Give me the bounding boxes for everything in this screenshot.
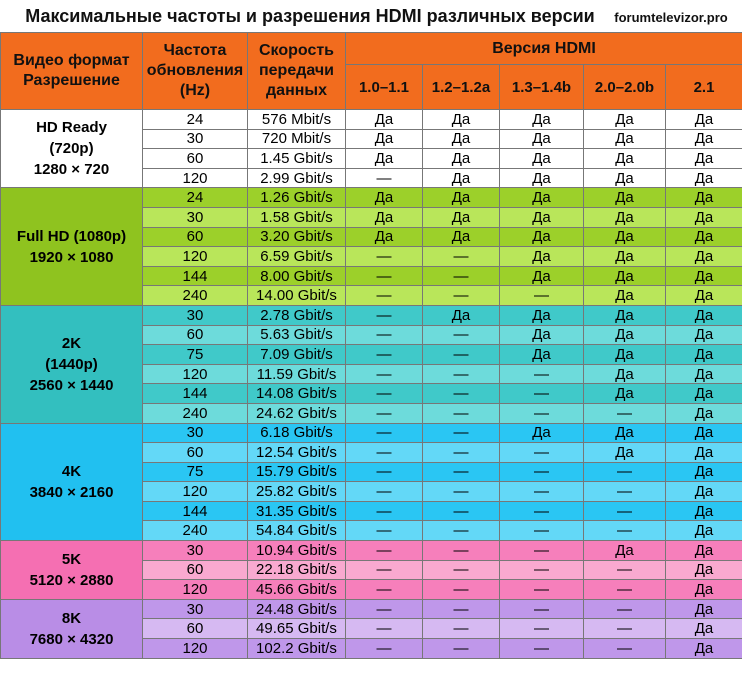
support-cell: Да (584, 129, 666, 149)
support-cell: Да (423, 129, 500, 149)
refresh-rate-cell: 120 (143, 639, 248, 659)
data-rate-cell: 6.59 Gbit/s (248, 247, 346, 267)
support-cell: — (346, 403, 423, 423)
support-cell: — (346, 443, 423, 463)
data-rate-cell: 54.84 Gbit/s (248, 521, 346, 541)
support-cell: — (423, 521, 500, 541)
data-rate-cell: 31.35 Gbit/s (248, 501, 346, 521)
data-rate-cell: 1.26 Gbit/s (248, 188, 346, 208)
refresh-rate-cell: 30 (143, 129, 248, 149)
resolution-label-line: (720p) (49, 140, 94, 158)
refresh-rate-cell: 30 (143, 207, 248, 227)
support-cell: — (346, 560, 423, 580)
header-version-1: 1.0–1.1 (346, 65, 423, 110)
data-rate-cell: 8.00 Gbit/s (248, 266, 346, 286)
header-speed-line1: Скорость (258, 42, 335, 59)
support-cell: Да (666, 443, 742, 463)
refresh-rate-cell: 120 (143, 247, 248, 267)
table-row (1, 188, 742, 208)
support-cell: — (346, 286, 423, 306)
support-cell: Да (584, 168, 666, 188)
resolution-label-line: 1920 × 1080 (29, 248, 114, 266)
refresh-rate-cell: 60 (143, 443, 248, 463)
support-cell: — (423, 325, 500, 345)
support-cell: Да (500, 168, 584, 188)
support-cell: Да (666, 266, 742, 286)
support-cell: — (346, 345, 423, 365)
hdmi-table (0, 32, 742, 659)
support-cell: — (346, 501, 423, 521)
data-rate-cell: 11.59 Gbit/s (248, 364, 346, 384)
data-rate-cell: 45.66 Gbit/s (248, 580, 346, 600)
refresh-rate-cell: 60 (143, 227, 248, 247)
data-rate-cell: 49.65 Gbit/s (248, 619, 346, 639)
data-rate-cell: 3.20 Gbit/s (248, 227, 346, 247)
support-cell: — (346, 266, 423, 286)
support-cell: — (500, 501, 584, 521)
header-format-line1: Видео формат (13, 52, 130, 69)
support-cell: Да (584, 247, 666, 267)
support-cell: Да (584, 110, 666, 130)
support-cell: — (423, 443, 500, 463)
support-cell: Да (346, 129, 423, 149)
resolution-label-line: (1440p) (45, 355, 98, 373)
resolution-label-5k (1, 541, 143, 600)
support-cell: — (584, 560, 666, 580)
support-cell: — (423, 501, 500, 521)
data-rate-cell: 1.58 Gbit/s (248, 207, 346, 227)
support-cell: Да (666, 247, 742, 267)
group-4k (1, 423, 742, 541)
support-cell: Да (423, 149, 500, 169)
support-cell: — (500, 619, 584, 639)
data-rate-cell: 14.08 Gbit/s (248, 384, 346, 404)
support-cell: Да (500, 227, 584, 247)
resolution-label-8k (1, 599, 143, 658)
support-cell: Да (666, 129, 742, 149)
support-cell: Да (584, 188, 666, 208)
support-cell: — (346, 462, 423, 482)
header-format-line2: Разрешение (23, 72, 120, 89)
support-cell: Да (584, 541, 666, 561)
refresh-rate-cell: 60 (143, 325, 248, 345)
support-cell: Да (500, 345, 584, 365)
support-cell: Да (666, 188, 742, 208)
support-cell: — (500, 462, 584, 482)
refresh-rate-cell: 120 (143, 580, 248, 600)
support-cell: — (346, 580, 423, 600)
support-cell: Да (584, 384, 666, 404)
support-cell: Да (666, 325, 742, 345)
header-version-2: 1.2–1.2a (423, 65, 500, 110)
refresh-rate-cell: 24 (143, 188, 248, 208)
support-cell: — (500, 580, 584, 600)
support-cell: — (423, 345, 500, 365)
header-frequency-line1: Частота (163, 42, 227, 59)
refresh-rate-cell: 240 (143, 286, 248, 306)
header-hdmi-version: Версия HDMI (346, 33, 742, 65)
resolution-label-line: 3840 × 2160 (29, 483, 114, 501)
refresh-rate-cell: 60 (143, 619, 248, 639)
support-cell: — (346, 364, 423, 384)
support-cell: Да (423, 110, 500, 130)
data-rate-cell: 1.45 Gbit/s (248, 149, 346, 169)
support-cell: Да (666, 286, 742, 306)
support-cell: — (346, 247, 423, 267)
support-cell: — (346, 168, 423, 188)
support-cell: — (584, 482, 666, 502)
support-cell: Да (666, 423, 742, 443)
support-cell: — (346, 384, 423, 404)
support-cell: — (500, 384, 584, 404)
resolution-label-line: 5K (61, 550, 82, 568)
support-cell: Да (584, 149, 666, 169)
support-cell: Да (666, 110, 742, 130)
header-frequency-line2: обновления (146, 62, 244, 79)
support-cell: Да (423, 305, 500, 325)
data-rate-cell: 6.18 Gbit/s (248, 423, 346, 443)
support-cell: — (500, 482, 584, 502)
support-cell: — (500, 364, 584, 384)
support-cell: — (346, 599, 423, 619)
support-cell: Да (500, 247, 584, 267)
resolution-label-line: 2K (61, 334, 82, 352)
support-cell: — (346, 639, 423, 659)
support-cell: Да (423, 188, 500, 208)
data-rate-cell: 576 Mbit/s (248, 110, 346, 130)
support-cell: — (346, 521, 423, 541)
data-rate-cell: 22.18 Gbit/s (248, 560, 346, 580)
support-cell: — (346, 482, 423, 502)
support-cell: — (500, 599, 584, 619)
support-cell: Да (346, 110, 423, 130)
support-cell: Да (346, 207, 423, 227)
support-cell: — (423, 560, 500, 580)
support-cell: Да (666, 168, 742, 188)
resolution-label-line: 7680 × 4320 (29, 630, 114, 648)
support-cell: Да (666, 501, 742, 521)
table-row (1, 305, 742, 325)
support-cell: Да (423, 227, 500, 247)
support-cell: Да (500, 110, 584, 130)
support-cell: — (346, 619, 423, 639)
support-cell: — (423, 639, 500, 659)
support-cell: Да (666, 462, 742, 482)
support-cell: Да (666, 599, 742, 619)
data-rate-cell: 102.2 Gbit/s (248, 639, 346, 659)
header-frequency (143, 33, 248, 110)
data-rate-cell: 2.78 Gbit/s (248, 305, 346, 325)
support-cell: — (584, 462, 666, 482)
support-cell: Да (500, 266, 584, 286)
support-cell: Да (584, 305, 666, 325)
support-cell: Да (666, 227, 742, 247)
support-cell: Да (500, 325, 584, 345)
support-cell: — (423, 541, 500, 561)
refresh-rate-cell: 75 (143, 462, 248, 482)
support-cell: Да (584, 266, 666, 286)
support-cell: — (423, 462, 500, 482)
support-cell: — (584, 580, 666, 600)
support-cell: Да (666, 541, 742, 561)
support-cell: — (423, 403, 500, 423)
group-2k (1, 305, 742, 423)
resolution-label-line: 1280 × 720 (33, 161, 110, 179)
header-version-5: 2.1 (666, 65, 742, 110)
resolution-label-2k (1, 305, 143, 423)
data-rate-cell: 24.48 Gbit/s (248, 599, 346, 619)
support-cell: — (423, 247, 500, 267)
data-rate-cell: 7.09 Gbit/s (248, 345, 346, 365)
support-cell: Да (666, 364, 742, 384)
support-cell: Да (666, 560, 742, 580)
data-rate-cell: 24.62 Gbit/s (248, 403, 346, 423)
refresh-rate-cell: 75 (143, 345, 248, 365)
resolution-label-hd (1, 110, 143, 188)
support-cell: — (423, 619, 500, 639)
support-cell: Да (500, 129, 584, 149)
support-cell: Да (666, 580, 742, 600)
support-cell: — (346, 305, 423, 325)
support-cell: Да (500, 207, 584, 227)
refresh-rate-cell: 144 (143, 501, 248, 521)
header-speed (248, 33, 346, 110)
header-format (1, 33, 143, 110)
support-cell: — (500, 541, 584, 561)
refresh-rate-cell: 30 (143, 305, 248, 325)
header-frequency-line3: (Hz) (179, 82, 211, 99)
header-speed-line2: передачи (258, 62, 334, 79)
support-cell: Да (584, 207, 666, 227)
support-cell: Да (584, 443, 666, 463)
table-row (1, 599, 742, 619)
support-cell: Да (666, 619, 742, 639)
support-cell: Да (666, 482, 742, 502)
refresh-rate-cell: 144 (143, 266, 248, 286)
refresh-rate-cell: 120 (143, 482, 248, 502)
table-row (1, 423, 742, 443)
support-cell: Да (666, 149, 742, 169)
support-cell: Да (666, 384, 742, 404)
table-row (1, 541, 742, 561)
support-cell: — (423, 364, 500, 384)
support-cell: — (500, 560, 584, 580)
refresh-rate-cell: 60 (143, 149, 248, 169)
support-cell: — (423, 384, 500, 404)
data-rate-cell: 720 Mbit/s (248, 129, 346, 149)
resolution-label-line: 8K (61, 609, 82, 627)
support-cell: Да (666, 305, 742, 325)
resolution-label-line: HD Ready (36, 119, 107, 137)
refresh-rate-cell: 240 (143, 403, 248, 423)
support-cell: Да (584, 286, 666, 306)
refresh-rate-cell: 120 (143, 168, 248, 188)
support-cell: Да (500, 149, 584, 169)
support-cell: Да (584, 345, 666, 365)
support-cell: — (500, 521, 584, 541)
support-cell: — (423, 580, 500, 600)
support-cell: — (346, 541, 423, 561)
resolution-label-line: 5120 × 2880 (29, 571, 114, 589)
support-cell: — (584, 619, 666, 639)
data-rate-cell: 14.00 Gbit/s (248, 286, 346, 306)
data-rate-cell: 25.82 Gbit/s (248, 482, 346, 502)
data-rate-cell: 10.94 Gbit/s (248, 541, 346, 561)
refresh-rate-cell: 30 (143, 423, 248, 443)
support-cell: Да (500, 305, 584, 325)
refresh-rate-cell: 60 (143, 560, 248, 580)
support-cell: Да (584, 423, 666, 443)
support-cell: — (500, 639, 584, 659)
support-cell: — (500, 403, 584, 423)
resolution-label-line: Full HD (1080p) (16, 227, 127, 245)
support-cell: — (500, 443, 584, 463)
data-rate-cell: 2.99 Gbit/s (248, 168, 346, 188)
group-hd (1, 110, 742, 188)
support-cell: — (423, 423, 500, 443)
refresh-rate-cell: 30 (143, 599, 248, 619)
support-cell: Да (666, 207, 742, 227)
resolution-label-4k (1, 423, 143, 541)
group-5k (1, 541, 742, 600)
refresh-rate-cell: 240 (143, 521, 248, 541)
support-cell: — (346, 325, 423, 345)
support-cell: Да (584, 227, 666, 247)
support-cell: — (584, 501, 666, 521)
refresh-rate-cell: 120 (143, 364, 248, 384)
group-fhd (1, 188, 742, 306)
support-cell: — (584, 521, 666, 541)
support-cell: — (584, 403, 666, 423)
resolution-label-line: 2560 × 1440 (29, 376, 114, 394)
table-row (1, 110, 742, 130)
header-version-3: 1.3–1.4b (500, 65, 584, 110)
support-cell: Да (584, 364, 666, 384)
page-title: Максимальные частоты и разрешения HDMI различных версии (25, 6, 595, 26)
support-cell: — (346, 423, 423, 443)
support-cell: — (584, 639, 666, 659)
support-cell: — (423, 482, 500, 502)
support-cell: Да (666, 403, 742, 423)
support-cell: Да (666, 521, 742, 541)
refresh-rate-cell: 30 (143, 541, 248, 561)
data-rate-cell: 15.79 Gbit/s (248, 462, 346, 482)
resolution-label-fhd (1, 188, 143, 306)
support-cell: — (423, 286, 500, 306)
group-8k (1, 599, 742, 658)
support-cell: — (584, 599, 666, 619)
support-cell: Да (423, 207, 500, 227)
refresh-rate-cell: 24 (143, 110, 248, 130)
support-cell: — (423, 599, 500, 619)
header-speed-line3: данных (266, 82, 327, 99)
support-cell: Да (500, 188, 584, 208)
support-cell: Да (346, 149, 423, 169)
site-watermark: forumtelevizor.pro (614, 10, 728, 25)
support-cell: — (423, 266, 500, 286)
data-rate-cell: 5.63 Gbit/s (248, 325, 346, 345)
support-cell: Да (666, 639, 742, 659)
header-version-4: 2.0–2.0b (584, 65, 666, 110)
resolution-label-line: 4K (61, 462, 82, 480)
support-cell: Да (666, 345, 742, 365)
refresh-rate-cell: 144 (143, 384, 248, 404)
support-cell: Да (584, 325, 666, 345)
support-cell: Да (500, 423, 584, 443)
data-rate-cell: 12.54 Gbit/s (248, 443, 346, 463)
support-cell: — (500, 286, 584, 306)
support-cell: Да (346, 227, 423, 247)
support-cell: Да (346, 188, 423, 208)
support-cell: Да (423, 168, 500, 188)
